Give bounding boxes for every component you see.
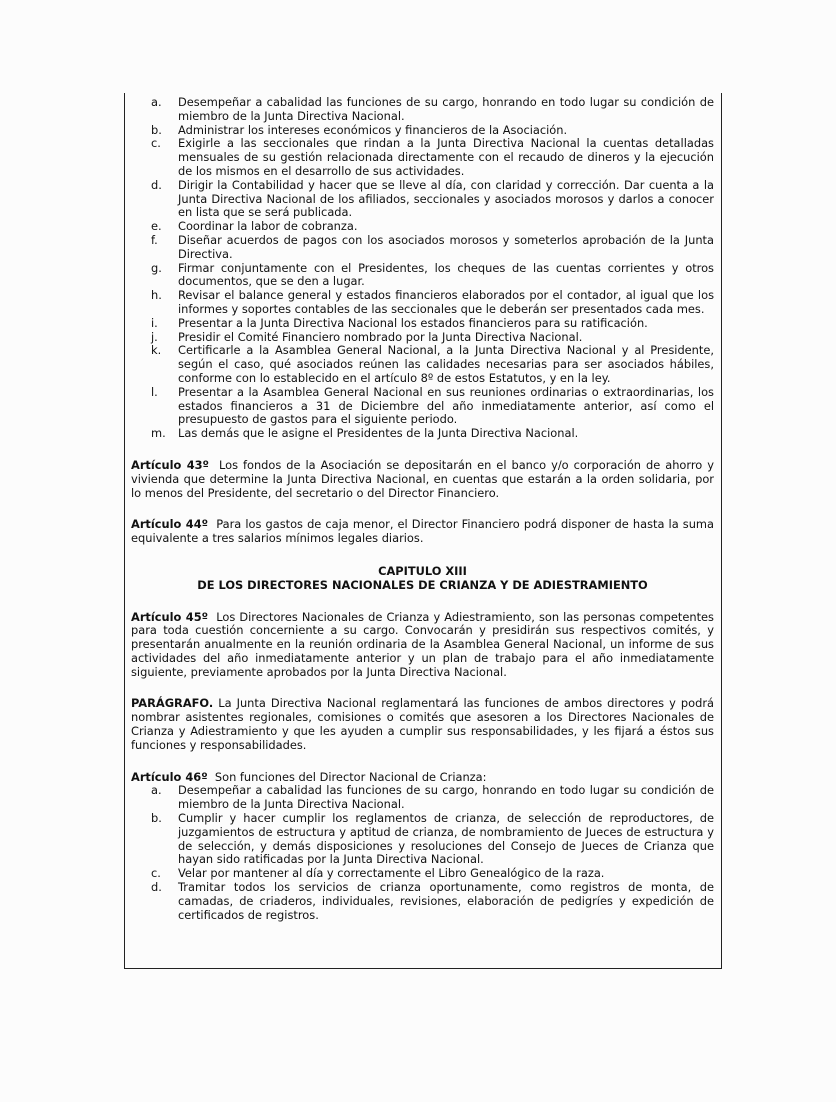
list-letter: c. — [151, 136, 161, 151]
list-item — [131, 234, 714, 262]
chapter-title: DE LOS DIRECTORES NACIONALES DE CRIANZA Y DE ADIESTRAMIENTO — [197, 577, 648, 592]
list-text: Exigirle a las seccionales que rindan a la Junta Directiva Nacional la cuentas detalladas mensuales de su gestión relacionada directamente con el recaudo de dineros y la ejecución de los mismos en el desarrollo de sus actividades. — [178, 136, 714, 178]
article-43 — [131, 459, 714, 500]
list-letter: a. — [151, 783, 162, 798]
list-text: Presentar a la Asamblea General Nacional en sus reuniones ordinarias o extraordinarias, los estados financieros a 31 de Diciembre del año inmediatamente anterior, así como el presupuesto de gastos para el siguiente periodo. — [178, 384, 714, 427]
chapter-heading — [131, 565, 714, 593]
list-letter: f. — [151, 232, 158, 247]
article-text: Para los gastos de caja menor, el Director Financiero podrá disponer de hasta la suma equivalente a tres salarios mínimos legales diarios. — [131, 517, 714, 546]
article-label: Artículo 43º — [131, 457, 209, 472]
list-item — [131, 344, 714, 385]
list-text: Las demás que le asigne el Presidentes de la Junta Directiva Nacional. — [178, 426, 579, 441]
director-crianza-functions-list — [131, 784, 714, 922]
list-letter: c. — [151, 866, 161, 881]
list-text: Velar por mantener al día y correctamente el Libro Genealógico de la raza. — [178, 866, 605, 881]
paragrafo-label: PARÁGRAFO. — [131, 696, 214, 711]
article-text: Son funciones del Director Nacional de Crianza: — [214, 769, 487, 784]
list-text: Diseñar acuerdos de pagos con los asociados morosos y someterlos aprobación de la Junta Directiva. — [178, 232, 714, 261]
list-item — [131, 331, 714, 345]
list-item — [131, 179, 714, 220]
chapter-number: CAPITULO XIII — [378, 563, 467, 578]
article-text: Los fondos de la Asociación se depositarán en el banco y/o corporación de ahorro y vivienda que determine la Junta Directiva Nacional, en cuentas que estarán a la orden solidaria, por lo menos del Presidente, del secretario o del Director Financiero. — [131, 457, 714, 500]
list-letter: b. — [151, 122, 162, 137]
list-item — [131, 289, 714, 317]
list-letter: m. — [151, 426, 166, 441]
list-text: Presentar a la Junta Directiva Nacional los estados financieros para su ratificación. — [178, 315, 648, 330]
list-letter: e. — [151, 219, 162, 234]
list-letter: h. — [151, 288, 162, 303]
list-item — [131, 812, 714, 867]
list-letter: g. — [151, 260, 162, 275]
list-item — [131, 317, 714, 331]
list-text: Coordinar la labor de cobranza. — [178, 219, 358, 234]
director-financiero-functions-list — [131, 96, 714, 441]
list-item — [131, 220, 714, 234]
article-label: Artículo 44º — [131, 517, 209, 532]
list-text: Desempeñar a cabalidad las funciones de su cargo, honrando en todo lugar su condición de miembro de la Junta Directiva Nacional. — [178, 783, 714, 812]
list-text: Tramitar todos los servicios de crianza oportunamente, como registros de monta, de camadas, de criaderos, individuales, revisiones, elaboración de pedigríes y expedición de certificados de registros. — [178, 880, 714, 922]
list-item — [131, 386, 714, 427]
list-text: Firmar conjuntamente con el Presidentes, los cheques de las cuentas corrientes y otros documentos, que se den a lugar. — [178, 260, 714, 289]
list-text: Dirigir la Contabilidad y hacer que se lleve al día, con claridad y corrección. Dar cuenta a la Junta Directiva Nacional de los afiliados, seccionales y asociados morosos y darlos a conocer en lista que se será publicada. — [178, 177, 714, 220]
list-text: Certificarle a la Asamblea General Nacional, a la Junta Directiva Nacional y al Presidente, según el caso, qué asociados reúnen las calidades necesarias para ser asociados hábiles, conforme con lo establecido en el artículo 8º de estos Estatutos, y en la ley. — [178, 343, 714, 385]
list-item — [131, 262, 714, 290]
list-item — [131, 867, 714, 881]
list-item — [131, 124, 714, 138]
list-text: Revisar el balance general y estados financieros elaborados por el contador, al igual que los informes y soportes contables de las seccionales que le deberán ser presentados cada mes. — [178, 288, 714, 316]
article-label: Artículo 46º — [131, 769, 208, 784]
list-letter: l. — [151, 384, 158, 399]
article-45 — [131, 611, 714, 680]
list-item — [131, 137, 714, 178]
paragrafo-text: La Junta Directiva Nacional reglamentará las funciones de ambos directores y podrá nombrar asistentes regionales, comisiones o comités que asesoren a los Directores Nacionales de Crianza y Adiestramiento y que les ayuden a cumplir sus responsabilidades, y les fijará a éstos sus funciones y responsabilidades. — [131, 696, 714, 752]
list-text: Presidir el Comité Financiero nombrado por la Junta Directiva Nacional. — [178, 329, 583, 344]
document-body — [131, 96, 714, 922]
list-text: Desempeñar a cabalidad las funciones de su cargo, honrando en todo lugar su condición de miembro de la Junta Directiva Nacional. — [178, 95, 714, 123]
article-label: Artículo 45º — [131, 609, 209, 624]
list-item — [131, 784, 714, 812]
list-text: Cumplir y hacer cumplir los reglamentos de crianza, de selección de reproductores, de juzgamientos de estructura y aptitud de crianza, de nombramiento de Jueces de estructura y de selección, y demás disposiciones y resoluciones del Consejo de Jueces de Crianza que hayan sido ratificadas por la Junta Directiva Nacional. — [178, 811, 714, 867]
list-item — [131, 427, 714, 441]
list-letter: d. — [151, 177, 162, 192]
article-46 — [131, 771, 714, 785]
list-letter: i. — [151, 315, 158, 330]
paragrafo — [131, 697, 714, 752]
list-letter: j. — [151, 329, 158, 344]
list-item — [131, 96, 714, 124]
list-item — [131, 881, 714, 922]
list-letter: d. — [151, 880, 162, 895]
article-text: Los Directores Nacionales de Crianza y Adiestramiento, son las personas competentes para toda cuestión concerniente a su cargo. Convocarán y presidirán sus respectivos comités, y presentarán anualmente en la reunión ordinaria de la Asamblea General Nacional, un informe de sus actividades del año inmediatamente anterior y un plan de trabajo para el año inmediatamente siguiente, previamente aprobados por la Junta Directiva Nacional. — [131, 609, 714, 679]
list-text: Administrar los intereses económicos y financieros de la Asociación. — [178, 122, 568, 137]
article-44 — [131, 518, 714, 546]
list-letter: k. — [151, 343, 162, 358]
list-letter: a. — [151, 95, 162, 109]
list-letter: b. — [151, 811, 162, 826]
